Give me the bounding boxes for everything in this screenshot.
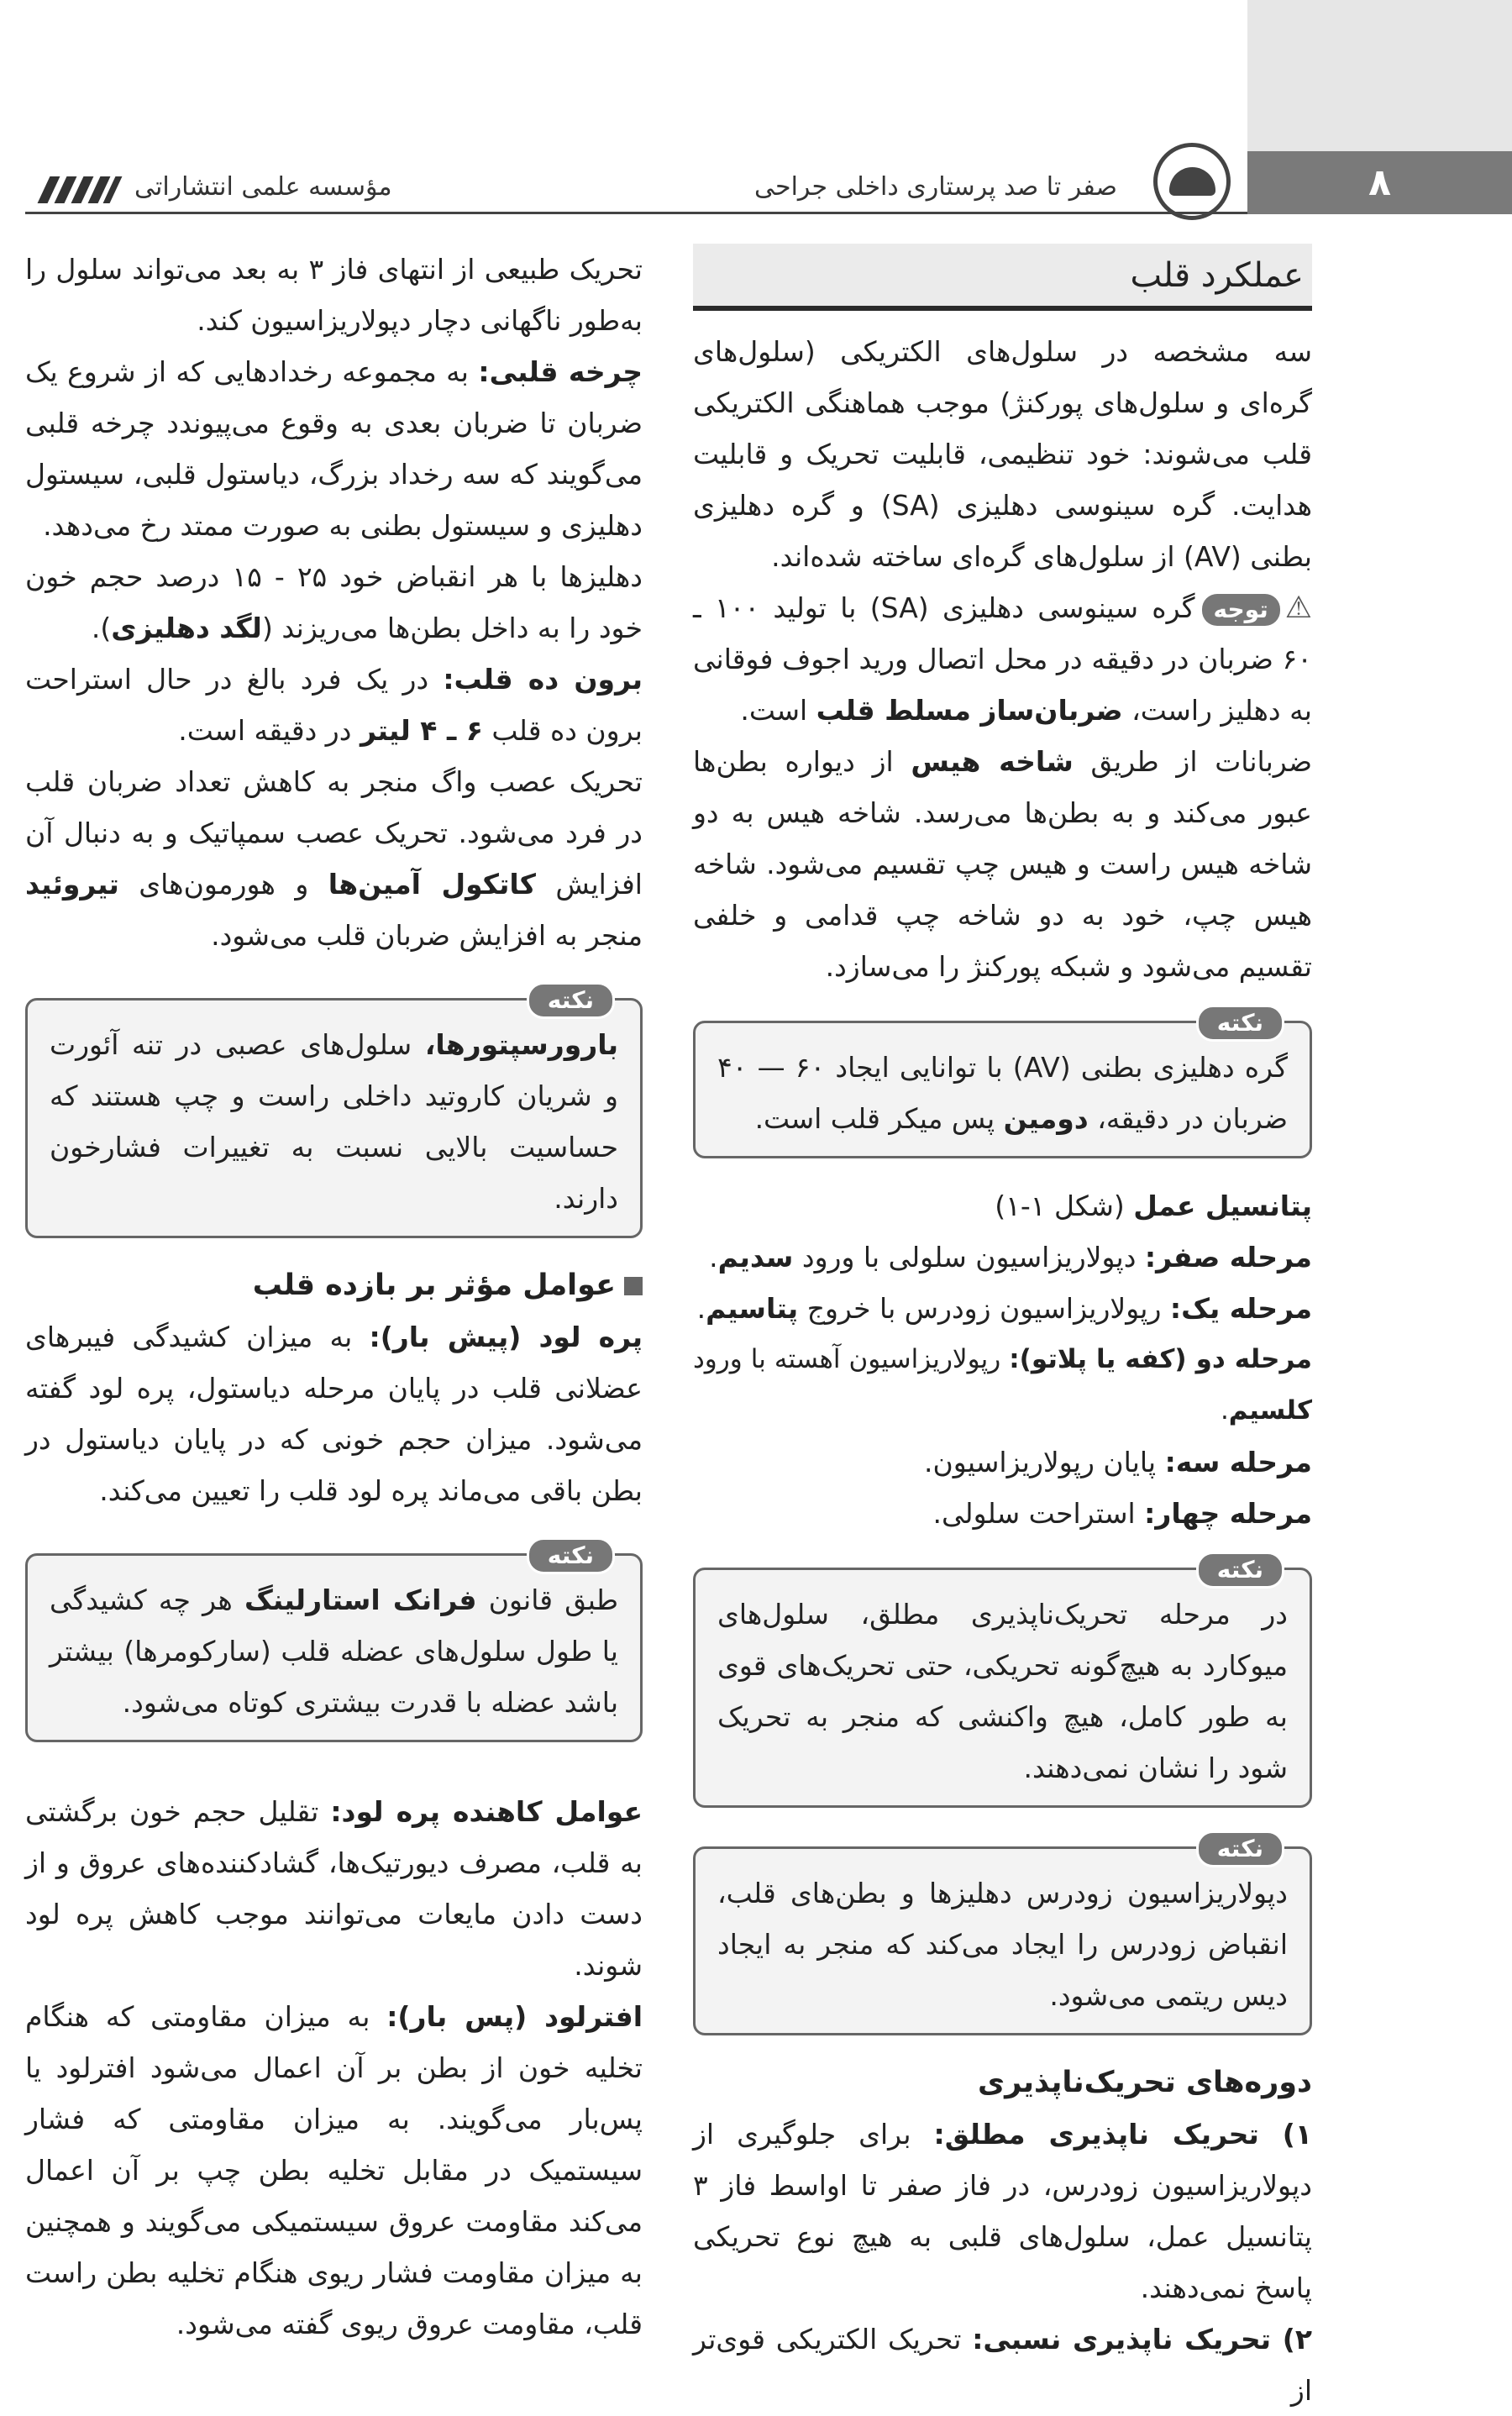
- warning-paragraph: [693, 582, 1312, 736]
- paragraph: سه مشخصه در سلول‌های الکتریکی (سلول‌های گره‌ای و سلول‌های پورکنژ) موجب هماهنگی الکتریکی قلب می‌شوند: خود تنظیمی، قابلیت تحریک و قابلیت هدایت. گره سینوسی دهلیزی (SA) و گره دهلیزی بطنی (AV) از سلول‌های گره‌ای ساخته شده‌اند.: [693, 335, 1312, 573]
- publisher-name: مؤسسه علمی انتشاراتی: [134, 172, 392, 202]
- text: تحریک الکتریکی قوی‌تر از: [693, 2323, 1312, 2407]
- phase-line: [693, 1488, 1312, 1539]
- text: منجر به افزایش ضربان قلب می‌شود.: [211, 919, 643, 952]
- note-box: [693, 1835, 1312, 2035]
- note-box: [693, 1556, 1312, 1808]
- page-number-tab: [1247, 0, 1512, 214]
- text: سلول‌های عصبی در تنه آئورت و شریان کاروتید داخلی راست و چپ هستند که حساسیت بالایی نسبت به تغییرات فشارخون دارند.: [50, 1028, 618, 1215]
- text: (شکل ۱-۱): [995, 1190, 1134, 1222]
- text: رپولاریزاسیون آهسته با ورود: [693, 1344, 1010, 1374]
- header-divider: [25, 212, 1247, 214]
- text: در مرحله تحریک‌ناپذیری مطلق، سلول‌های میوکارد به هیچ‌گونه تحریکی، حتی تحریک‌های قوی به طور کامل، هیچ واکنشی که منجر به تحریک شود را نشان نمی‌دهند.: [717, 1598, 1288, 1784]
- note-tag: نکته: [1196, 1552, 1284, 1589]
- text: استراحت سلولی.: [932, 1497, 1145, 1530]
- note-tag: نکته: [527, 982, 615, 1019]
- text: رپولاریزاسیون زودرس با خروج: [798, 1292, 1170, 1325]
- bold-text: ضربان‌ساز مسلط قلب: [816, 694, 1123, 727]
- text: تحریک عصب واگ منجر به کاهش تعداد ضربان قلب در فرد می‌شود. تحریک عصب سمپاتیک و به دنبال آن افزایش: [25, 765, 643, 901]
- book-logo-icon: [1153, 143, 1231, 220]
- note-tag: نکته: [1196, 1005, 1284, 1042]
- text: دهلیزها با هر انقباض خود ۲۵ - ۱۵ درصد حجم خون خود را به داخل بطن‌ها می‌ریزند (: [25, 560, 643, 644]
- text: و هورمون‌های: [118, 868, 328, 901]
- right-column: [693, 244, 1312, 2416]
- bold-text: مرحله صفر:: [1144, 1241, 1312, 1274]
- warning-tag: توجه: [1202, 594, 1280, 626]
- phase-line: [693, 1436, 1312, 1488]
- text: ).: [91, 612, 112, 644]
- square-bullet-icon: [624, 1277, 643, 1295]
- refractory-heading: دوره‌های تحریک‌ناپذیری: [978, 2066, 1312, 2099]
- phase-line: مرحله یک: رپولاریزاسیون زودرس با خروج پتاسیم.: [696, 1292, 1312, 1325]
- text: ضربانات از طریق: [1073, 745, 1312, 778]
- paragraph: تحریک طبیعی از انتهای فاز ۳ به بعد می‌تواند سلول را به‌طور ناگهانی دچار دپولاریزاسیون کند.: [25, 253, 643, 337]
- phase-line: مرحله صفر: دپولاریزاسیون سلولی با ورود سدیم.: [709, 1241, 1312, 1274]
- text: هر چه کشیدگی یا طول سلول‌های عضله قلب (سارکومرها) بیشتر باشد عضله با قدرت بیشتری کوتاه می‌شود.: [50, 1584, 618, 1719]
- bold-text: مرحله یک:: [1169, 1292, 1312, 1325]
- paragraph: [25, 1991, 643, 2350]
- phase-line: مرحله دو (کفه یا پلاتو): رپولاریزاسیون آهسته با ورود کلسیم.: [693, 1344, 1313, 1426]
- note-tag: نکته: [1196, 1830, 1284, 1867]
- page-number: ۸: [1247, 151, 1512, 214]
- note-box: [25, 1542, 643, 1742]
- text: گره سینوسی دهلیزی (SA) با تولید ۱۰۰ ـ ۶۰ ضربان در دقیقه در محل اتصال ورید اجوف فوقانی به دهلیز راست،: [693, 591, 1312, 727]
- paragraph: [25, 551, 643, 654]
- text: گره دهلیزی بطنی (AV) با توانایی ایجاد ۶۰ — ۴۰ ضربان در دقیقه،: [717, 1051, 1289, 1135]
- section-title: عملکرد قلب: [693, 244, 1312, 311]
- bold-text: پتاسیم: [706, 1292, 799, 1325]
- bold-text: دومین: [1003, 1102, 1089, 1135]
- text: به مجموعه رخدادهایی که از شروع یک ضربان تا ضربان بعدی به وقوع می‌پیوندد چرخه قلبی می‌گویند که سه رخداد بزرگ، دیاستول قلبی، سیستول دهلیزی و سیستول بطنی به صورت ممتد رخ می‌دهد.: [25, 355, 643, 542]
- paragraph: [693, 2314, 1312, 2416]
- text: پس میکر قلب است.: [754, 1102, 1004, 1135]
- bold-text: برون ده قلب:: [443, 663, 643, 696]
- text: در دقیقه است.: [178, 714, 360, 747]
- text: تقلیل حجم خون برگشتی به قلب، مصرف دیورتیک‌ها، گشادکننده‌های عروق و از دست دادن مایعات می‌توانند موجب کاهش پره لود شوند.: [25, 1795, 643, 1982]
- text: عوامل مؤثر بر بازده قلب: [252, 1268, 616, 1302]
- text: است.: [740, 694, 816, 727]
- text: دپولاریزاسیون سلولی با ورود: [793, 1241, 1145, 1274]
- bold-text: شاخه هیس: [911, 745, 1074, 778]
- bold-text: بارورسپتورها،: [424, 1028, 618, 1061]
- bold-text: مرحله سه:: [1164, 1446, 1312, 1478]
- warning-icon: ⚠: [1284, 591, 1313, 625]
- paragraph: [25, 1786, 643, 1991]
- bold-text: تیروئید: [25, 868, 119, 901]
- bold-text: عوامل کاهنده پره لود:: [330, 1795, 643, 1828]
- bold-text: ۱) تحریک ناپذیری مطلق:: [933, 2118, 1312, 2151]
- paragraph: [25, 1311, 643, 1516]
- publisher-logo-icon: [35, 176, 123, 203]
- action-potential-heading: [693, 1180, 1312, 1232]
- text: در یک فرد بالغ در حال استراحت برون ده قلب: [25, 663, 643, 747]
- note-box: [693, 1009, 1312, 1158]
- text: به میزان کشیدگی فیبرهای عضلانی قلب در پایان مرحله دیاستول، پره لود گفته می‌شود. میزان حجم خونی که در پایان دیاستول در بطن باقی می‌ماند پره لود قلب را تعیین می‌کند.: [25, 1321, 643, 1507]
- text: برای جلوگیری از دپولاریزاسیون زودرس، در فاز صفر تا اواسط فاز ۳ پتانسیل عمل، سلول‌های قلبی به هیچ نوع تحریکی پاسخ نمی‌دهند.: [693, 2118, 1312, 2304]
- paragraph: [25, 654, 643, 756]
- bold-text: مرحله دو (کفه یا پلاتو):: [1009, 1344, 1313, 1374]
- bold-text: لگد دهلیزی: [111, 612, 262, 644]
- paragraph: [693, 2109, 1312, 2314]
- text: طبق قانون: [476, 1584, 618, 1616]
- text: از دیواره بطن‌ها عبور می‌کند و به بطن‌ها می‌رسد. شاخه هیس به دو شاخه هیس راست و هیس چپ تقسیم می‌شود. شاخه هیس چپ، خود به دو شاخه چپ قدامی و خلفی تقسیم می‌شود و شبکه پورکنژ را می‌سازد.: [693, 745, 1312, 983]
- bold-text: ۶ ـ ۴ لیتر: [360, 714, 483, 747]
- book-title: صفر تا صد پرستاری داخلی جراحی: [754, 172, 1117, 202]
- text: به میزان مقاومتی که هنگام تخلیه خون از بطن بر آن اعمال می‌شود افترلود یا پس‌بار می‌گویند. به میزان مقاومتی که فشار سیستمیک در مقابل تخلیه بطن چپ بر آن اعمال می‌کند مقاومت عروق سیستمیکی می‌گویند و همچنین به میزان مقاومت فشار ریوی هنگام تخلیه بطن راست قلب، مقاومت عروق ریوی گفته می‌شود.: [25, 2000, 643, 2340]
- bold-text: سدیم: [717, 1241, 794, 1274]
- note-box: [25, 986, 643, 1238]
- paragraph: [25, 346, 643, 551]
- bold-text: کاتکول آمین‌ها: [328, 868, 536, 901]
- paragraph: [25, 756, 643, 961]
- bold-text: مرحله چهار:: [1144, 1497, 1312, 1530]
- bold-text: فرانک استارلینگ: [244, 1584, 477, 1616]
- text: پایان رپولاریزاسیون.: [924, 1446, 1165, 1478]
- bold-text: افترلود (پس بار):: [386, 2000, 643, 2033]
- factors-heading: [25, 1260, 643, 1311]
- text: دپولاریزاسیون زودرس دهلیزها و بطن‌های قلب، انقباض زودرس را ایجاد می‌کند که منجر به ایجاد دیس ریتمی می‌شود.: [717, 1877, 1288, 2012]
- bold-text: چرخه قلبی:: [478, 355, 643, 388]
- bold-text: ۲) تحریک ناپذیری نسبی:: [972, 2323, 1312, 2356]
- bold-text: پره لود (پیش بار):: [369, 1321, 643, 1353]
- left-column: [25, 244, 643, 2350]
- paragraph: [693, 736, 1312, 992]
- note-tag: نکته: [527, 1537, 615, 1574]
- bold-text: کلسیم: [1228, 1395, 1312, 1426]
- bold-text: پتانسیل عمل: [1133, 1190, 1312, 1222]
